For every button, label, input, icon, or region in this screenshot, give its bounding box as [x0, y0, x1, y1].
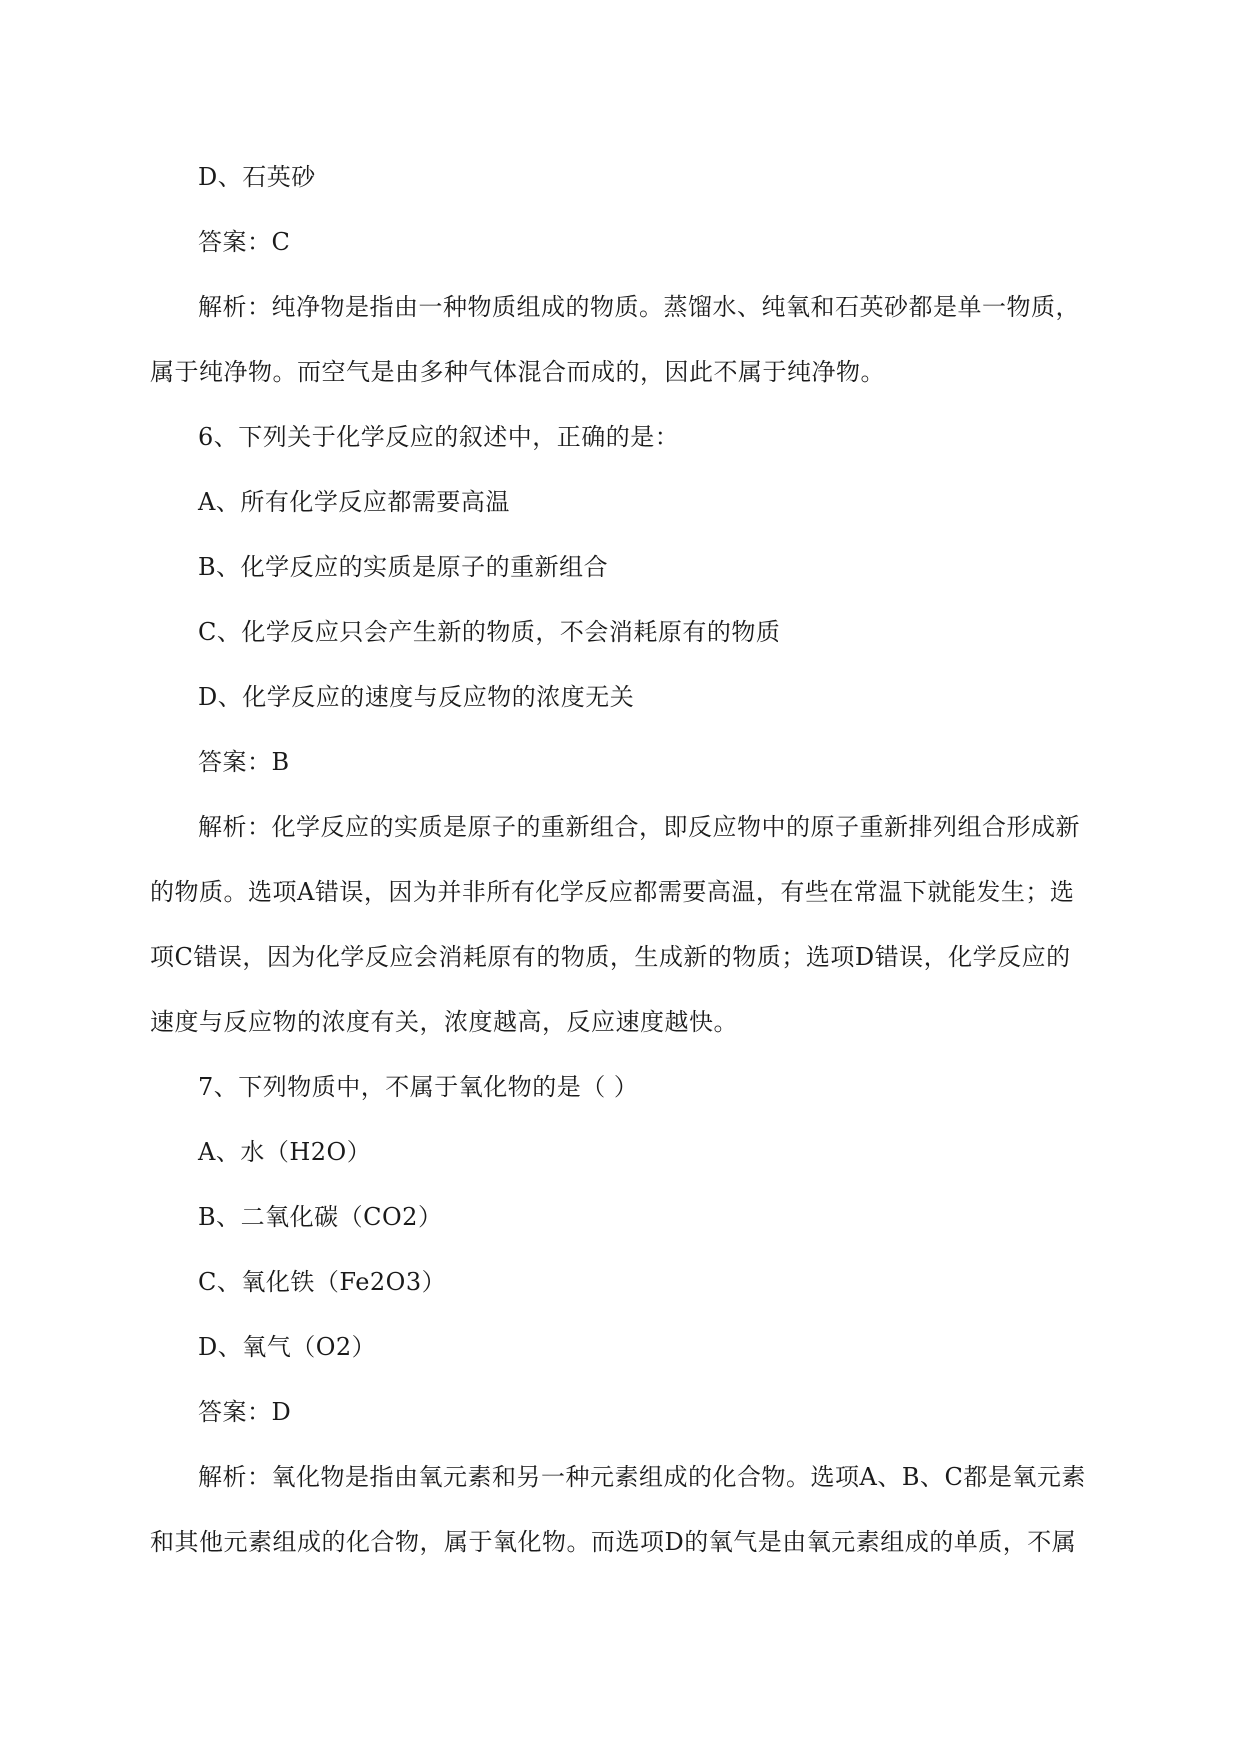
question-7: 7、下列物质中，不属于氧化物的是（ ）	[198, 1073, 639, 1101]
q6-option-b: B、化学反应的实质是原子的重新组合	[198, 553, 609, 581]
q7-option-a: A、水（H2O）	[198, 1138, 372, 1166]
explanation-q7-line-2: 和其他元素组成的化合物，属于氧化物。而选项D的氧气是由氧元素组成的单质，不属	[150, 1528, 1077, 1556]
q6-option-c: C、化学反应只会产生新的物质，不会消耗原有的物质	[198, 618, 781, 646]
explanation-q6-line-3: 项C错误，因为化学反应会消耗原有的物质，生成新的物质；选项D错误，化学反应的	[150, 943, 1071, 971]
explanation-q6-line-4: 速度与反应物的浓度有关，浓度越高，反应速度越快。	[150, 1008, 738, 1036]
option-d-text: D、石英砂	[198, 163, 316, 191]
explanation-q6-line-2: 的物质。选项A错误，因为并非所有化学反应都需要高温，有些在常温下就能发生；选	[150, 878, 1075, 906]
explanation-q5-line-1: 解析：纯净物是指由一种物质组成的物质。蒸馏水、纯氧和石英砂都是单一物质，	[198, 293, 1080, 321]
q6-option-d: D、化学反应的速度与反应物的浓度无关	[198, 683, 635, 711]
answer-q6: 答案：B	[198, 748, 290, 776]
explanation-q7-line-1: 解析：氧化物是指由氧元素和另一种元素组成的化合物。选项A、B、C都是氧元素	[198, 1463, 1086, 1491]
q7-option-b: B、二氧化碳（CO2）	[198, 1203, 443, 1231]
answer-q5: 答案：C	[198, 228, 291, 256]
explanation-q6-line-1: 解析：化学反应的实质是原子的重新组合，即反应物中的原子重新排列组合形成新	[198, 813, 1080, 841]
q6-option-a: A、所有化学反应都需要高温	[198, 488, 510, 516]
q7-option-c: C、氧化铁（Fe2O3）	[198, 1268, 447, 1296]
question-6: 6、下列关于化学反应的叙述中，正确的是：	[198, 423, 680, 451]
q7-option-d: D、氧气（O2）	[198, 1333, 377, 1361]
answer-q7: 答案：D	[198, 1398, 292, 1426]
explanation-q5-line-2: 属于纯净物。而空气是由多种气体混合而成的，因此不属于纯净物。	[150, 358, 885, 386]
